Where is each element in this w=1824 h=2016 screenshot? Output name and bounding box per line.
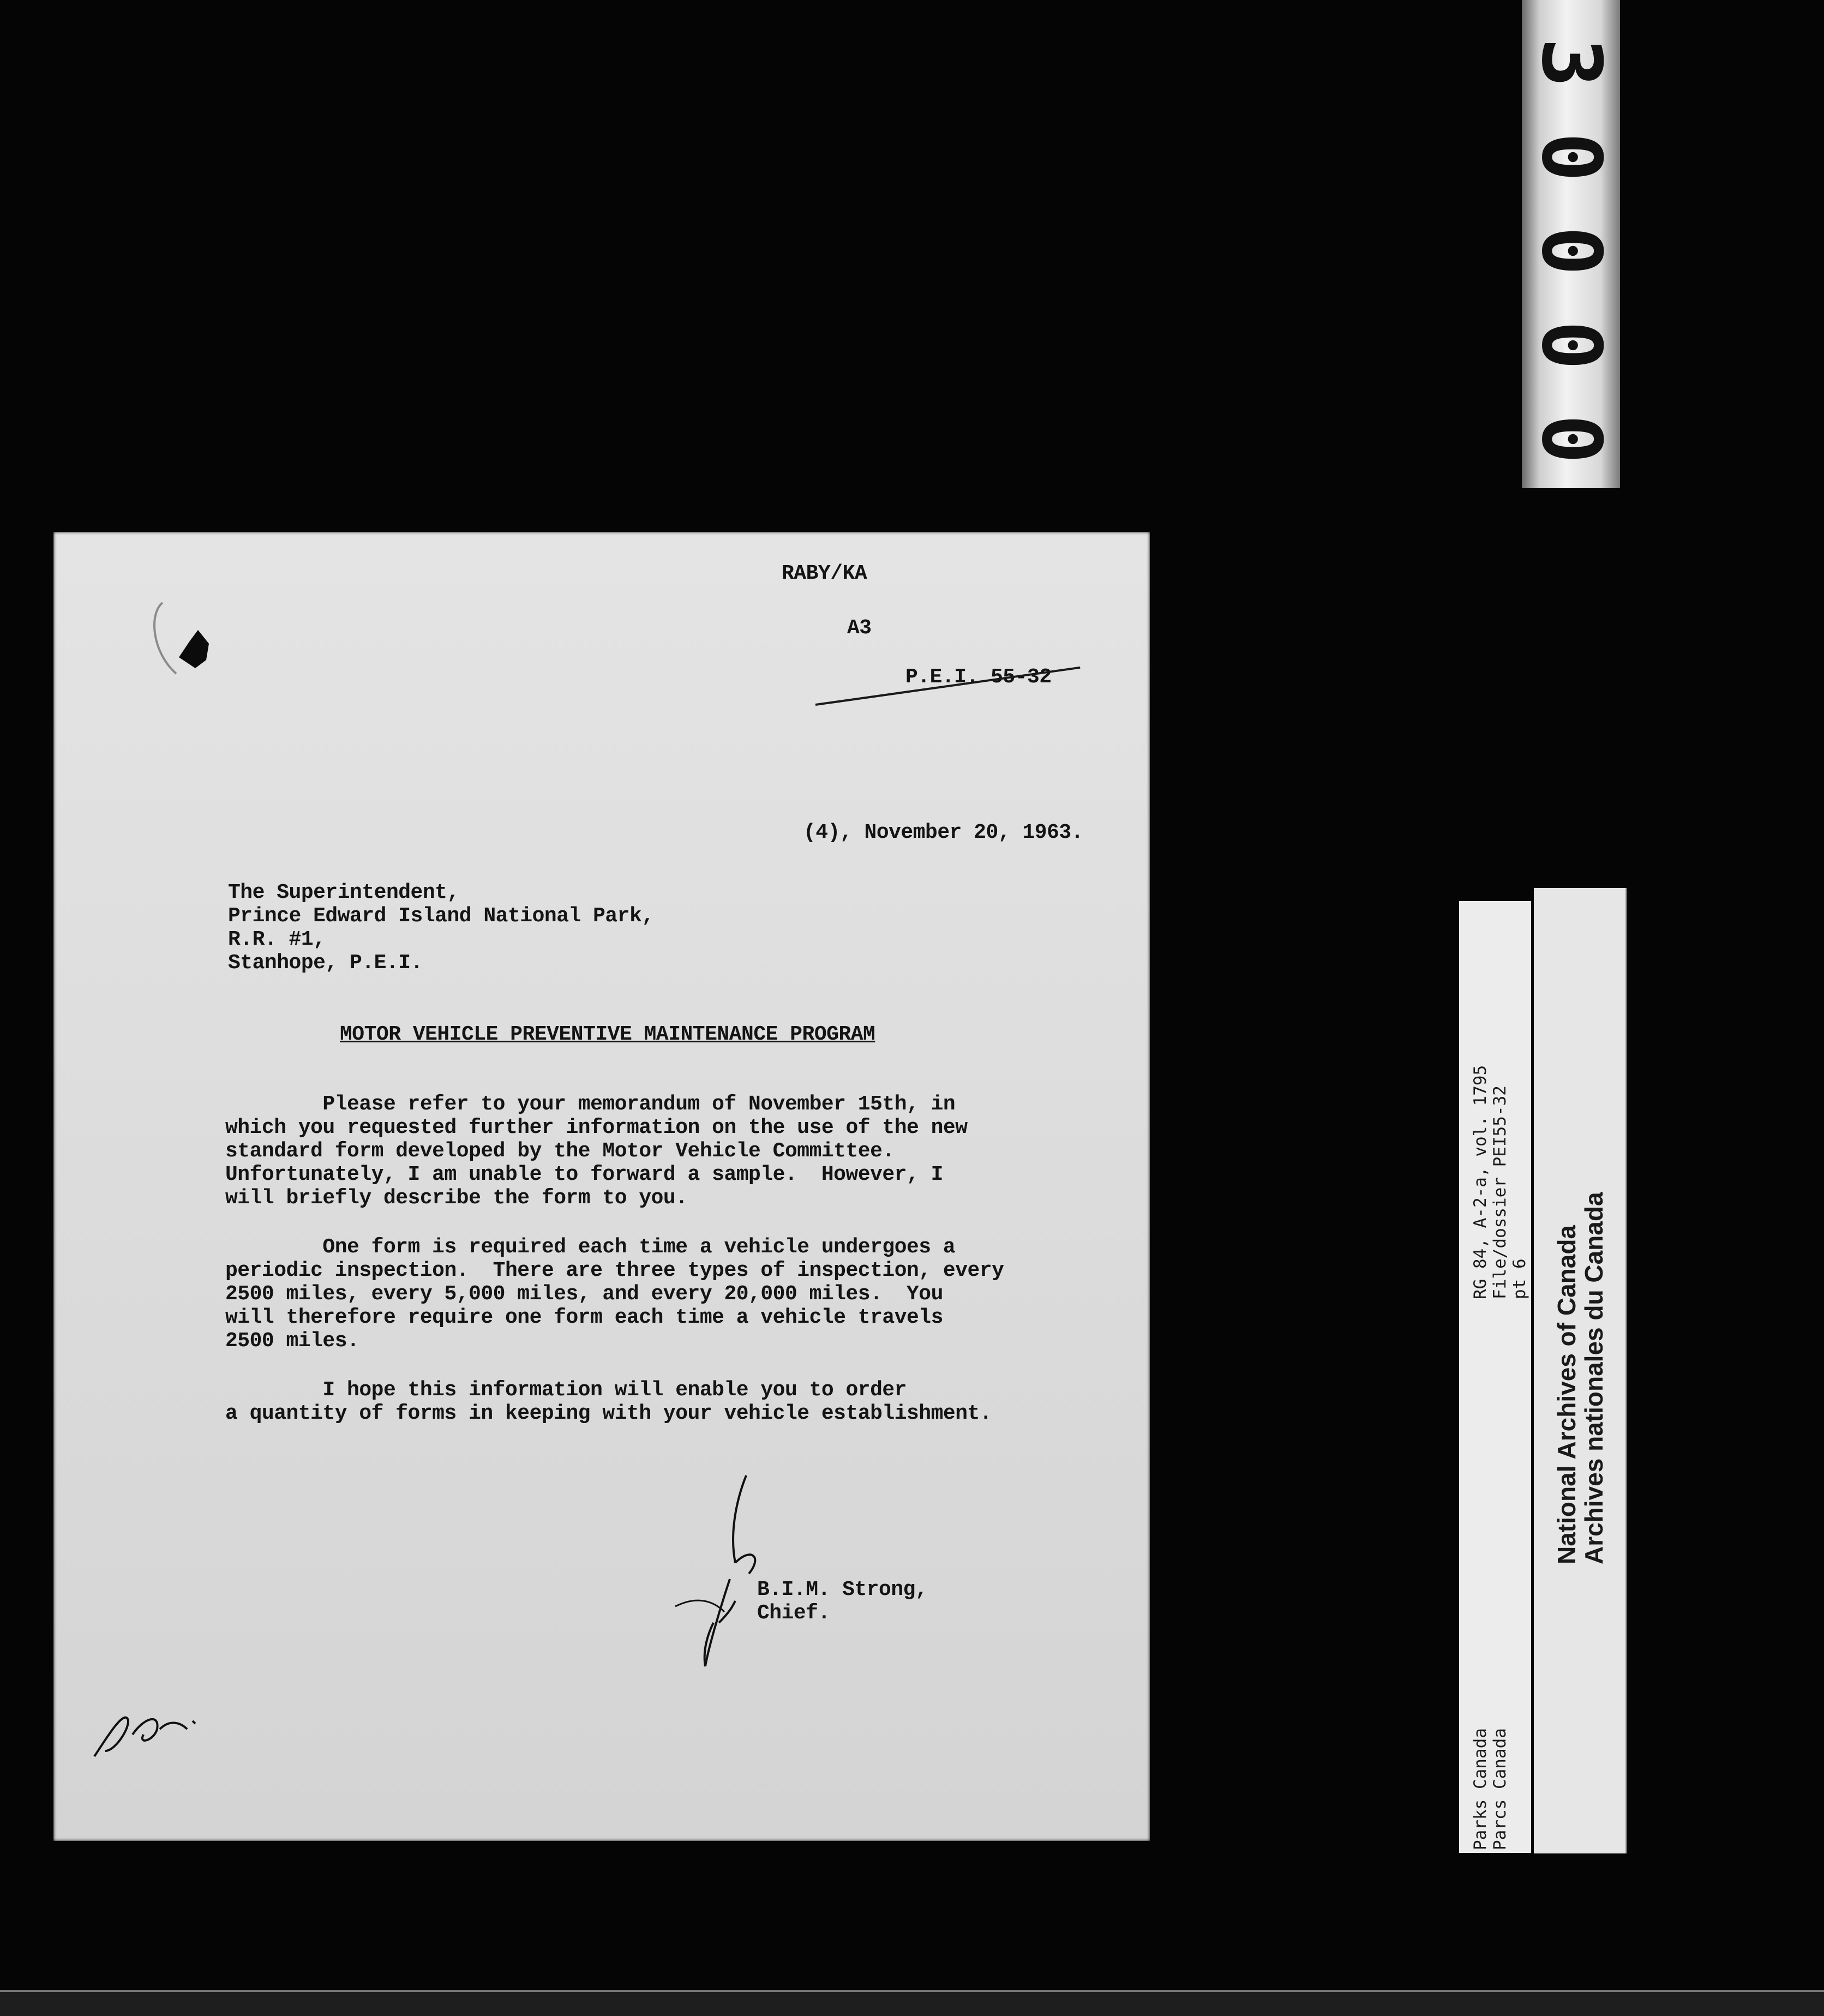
paragraph-line: will briefly describe the form to you. [225, 1186, 688, 1210]
paragraph-line: Please refer to your memorandum of November 15th, in [225, 1093, 956, 1116]
frame-digit: 0 [1523, 132, 1618, 182]
paragraph-line: will therefore require one form each time a vehicle travels [225, 1306, 943, 1329]
handwritten-signature [653, 1470, 828, 1677]
film-bottom-edge [0, 1990, 1824, 2016]
institution-label-line: Archives nationales du Canada [1580, 1192, 1608, 1564]
file-reference: P.E.I. 55-32 [905, 665, 1052, 689]
paragraph-line: 2500 miles. [225, 1329, 359, 1353]
file-initials: RABY/KA [782, 562, 867, 585]
archive-reference-line: RG 84, A-2-a, vol. 1795 [1471, 1065, 1490, 1299]
recipient-line: Stanhope, P.E.I. [228, 951, 423, 975]
subject-heading: MOTOR VEHICLE PREVENTIVE MAINTENANCE PROGRAM [340, 1023, 875, 1046]
punch-hole-mark [146, 592, 228, 685]
archive-reference-line: pt 6 [1510, 1258, 1529, 1299]
signer-name: B.I.M. Strong, [757, 1578, 928, 1601]
archive-reference-line: File/dossier PEI55-32 [1490, 1085, 1510, 1299]
frame-digit: 0 [1523, 226, 1618, 276]
frame-counter-strip [1522, 0, 1620, 488]
frame-digit: 3 [1523, 38, 1618, 88]
paragraph-line: which you requested further information on the use of the new [225, 1116, 968, 1139]
frame-digit: 0 [1523, 320, 1618, 370]
signer-title: Chief. [757, 1601, 830, 1625]
agency-label-line: Parks Canada [1471, 1728, 1490, 1850]
paragraph-line: standard form developed by the Motor Vehicle Committee. [225, 1139, 895, 1163]
national-archives-label [1534, 888, 1627, 1853]
paragraph-line: Unfortunately, I am unable to forward a sample. However, I [225, 1163, 943, 1186]
recipient-line: R.R. #1, [228, 928, 326, 951]
frame-digit: 0 [1523, 414, 1618, 464]
paragraph-line: 2500 miles, every 5,000 miles, and every 20,000 miles. You [225, 1282, 943, 1306]
parks-canada-label [1459, 901, 1531, 1853]
paragraph-line: a quantity of forms in keeping with your vehicle establishment. [225, 1402, 992, 1425]
recipient-line: The Superintendent, [228, 881, 459, 904]
handwritten-initials [83, 1691, 209, 1767]
letter-page [53, 532, 1150, 1841]
paragraph-line: I hope this information will enable you to order [225, 1378, 907, 1402]
paragraph-line: periodic inspection. There are three types of inspection, every [225, 1259, 1004, 1282]
paragraph-line: One form is required each time a vehicle undergoes a [225, 1235, 956, 1259]
agency-label-line: Parcs Canada [1490, 1728, 1510, 1850]
recipient-line: Prince Edward Island National Park, [228, 904, 654, 928]
letter-date: (4), November 20, 1963. [803, 821, 1083, 844]
institution-label-line: National Archives of Canada [1552, 1225, 1581, 1564]
file-code: A3 [847, 616, 872, 640]
frame-counter-digits [1522, 22, 1620, 480]
